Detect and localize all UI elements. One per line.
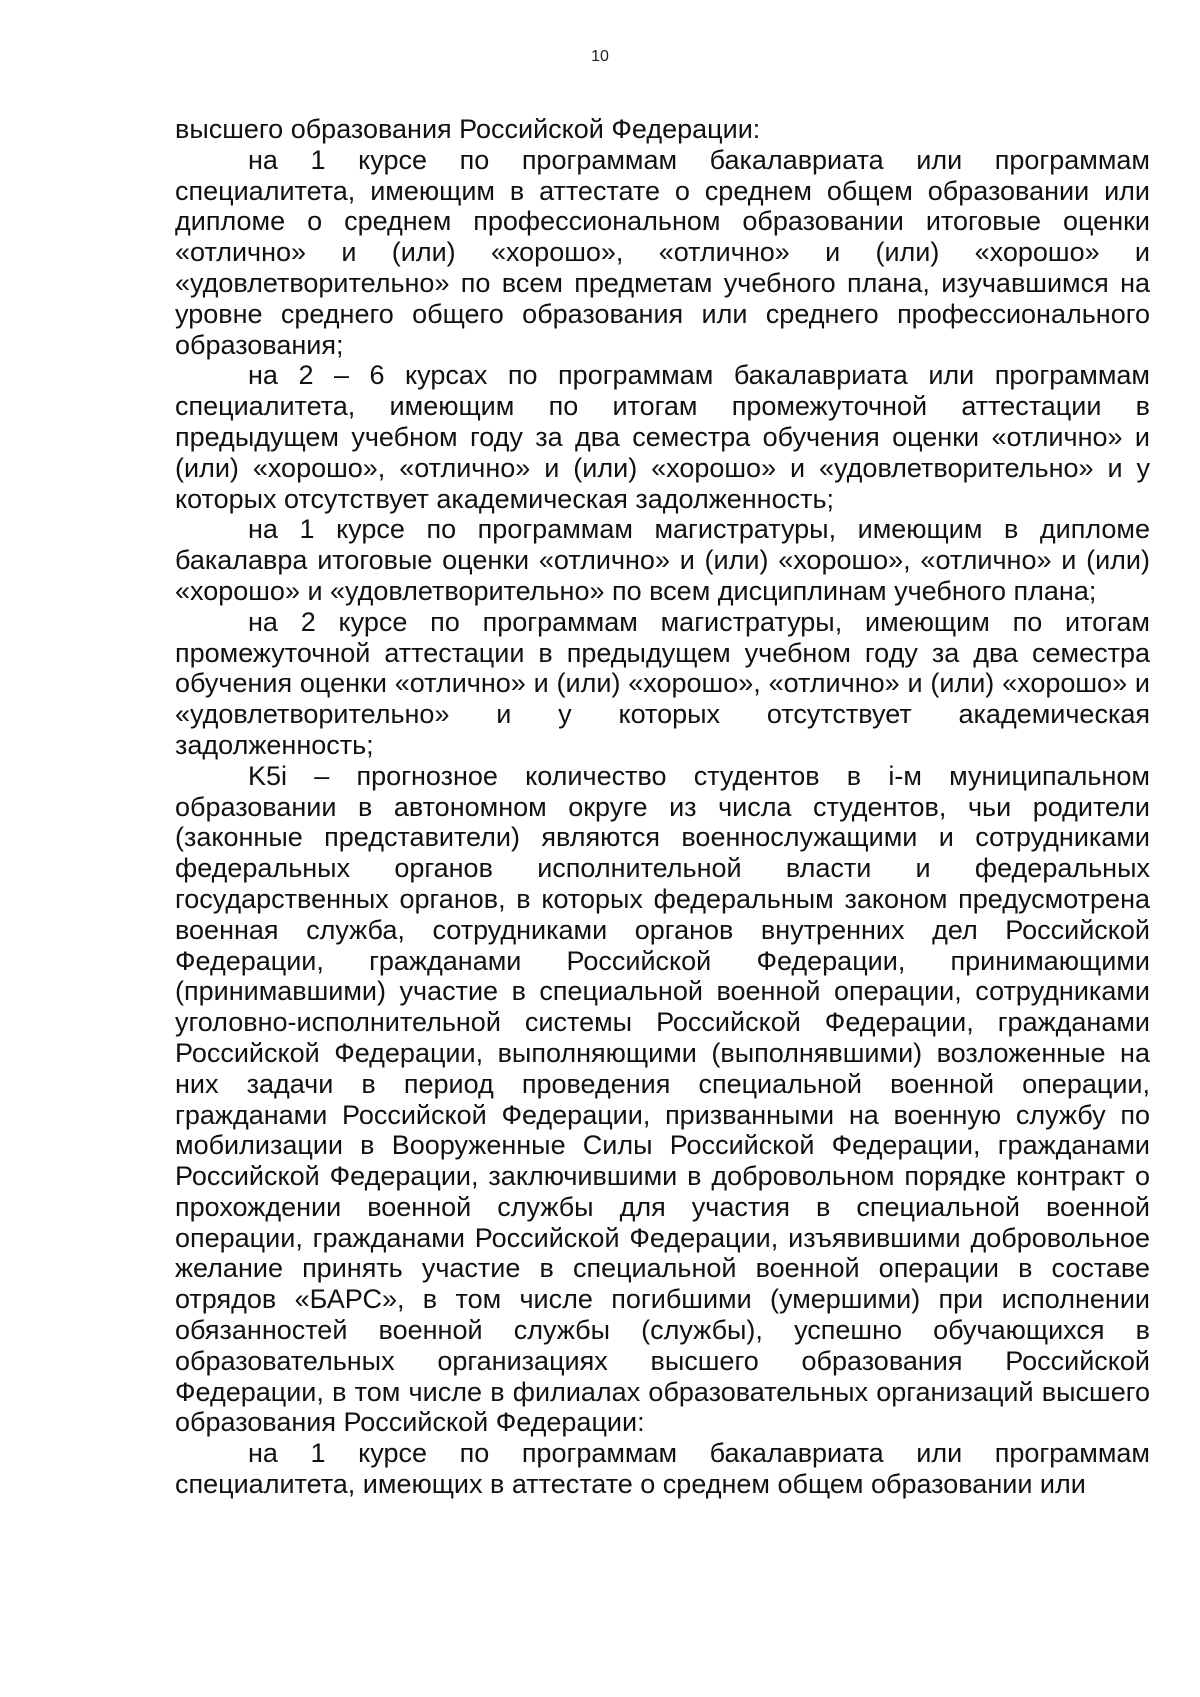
document-body: [175, 114, 1150, 1500]
paragraph-bachelor-1st-course: на 1 курсе по программам бакалавриата или программам специалитета, имеющим в аттестате о среднем общем образовании или дипломе о среднем профессиональном образовании итоговые оценки «отлично» и (или) «хорошо», «отлично» и (или) «хорошо» и «удовлетворительно» по всем предметам учебного плана, изучавшимся на уровне среднего общего образования или среднего профессионального образования;: [175, 144, 1150, 360]
page-number: 10: [591, 48, 609, 65]
paragraph-k5i-definition: K5i – прогнозное количество студентов в i-м муниципальном образовании в автономном округе из числа студентов, чьи родители (законные представители) являются военнослужащими и сотрудниками федеральных органов исполнительной власти и федеральных государственных органов, в которых федеральным законом предусмотрена военная служба, сотрудниками органов внутренних дел Российской Федерации, гражданами Российской Федерации, принимающими (принимавшими) участие в специальной военной операции, сотрудниками уголовно-исполнительной системы Российской Федерации, гражданами Российской Федерации, выполняющими (выполнявшими) возложенные на них задачи в период проведения специальной военной операции, гражданами Российской Федерации, призванными на военную службу по мобилизации в Вооруженные Силы Российской Федерации, гражданами Российской Федерации, заключившими в добровольном порядке контракт о прохождении военной службы для участия в специальной военной операции, гражданами Российской Федерации, изъявившими добровольное желание принять участие в специальной военной операции в составе отрядов «БАРС», в том числе погибшими (умершими) при исполнении обязанностей военной службы (службы), успешно обучающихся в образовательных организациях высшего образования Российской Федерации, в том числе в филиалах образовательных организаций высшего образования Российской Федерации:: [175, 760, 1150, 1438]
paragraph-master-2nd-course: на 2 курсе по программам магистратуры, имеющим по итогам промежуточной аттестации в предыдущем учебном году за два семестра обучения оценки «отлично» и (или) «хорошо», «отлично» и (или) «хорошо» и «удовлетворительно» и у которых отсутствует академическая задолженность;: [175, 606, 1150, 760]
paragraph-bachelor-1st-course-cont: на 1 курсе по программам бакалавриата или программам специалитета, имеющих в аттестате о среднем общем образовании или: [175, 1438, 1150, 1500]
paragraph-continuation: высшего образования Российской Федерации:: [175, 114, 761, 144]
paragraph-bachelor-2-6-course: на 2 – 6 курсах по программам бакалавриата или программам специалитета, имеющим по итогам промежуточной аттестации в предыдущем учебном году за два семестра обучения оценки «отлично» и (или) «хорошо», «отлично» и (или) «хорошо» и «удовлетворительно» и у которых отсутствует академическая задолженность;: [175, 360, 1150, 514]
paragraph-master-1st-course: на 1 курсе по программам магистратуры, имеющим в дипломе бакалавра итоговые оценки «отлично» и (или) «хорошо», «отлично» и (или) «хорошо» и «удовлетворительно» по всем дисциплинам учебного плана;: [175, 514, 1150, 606]
